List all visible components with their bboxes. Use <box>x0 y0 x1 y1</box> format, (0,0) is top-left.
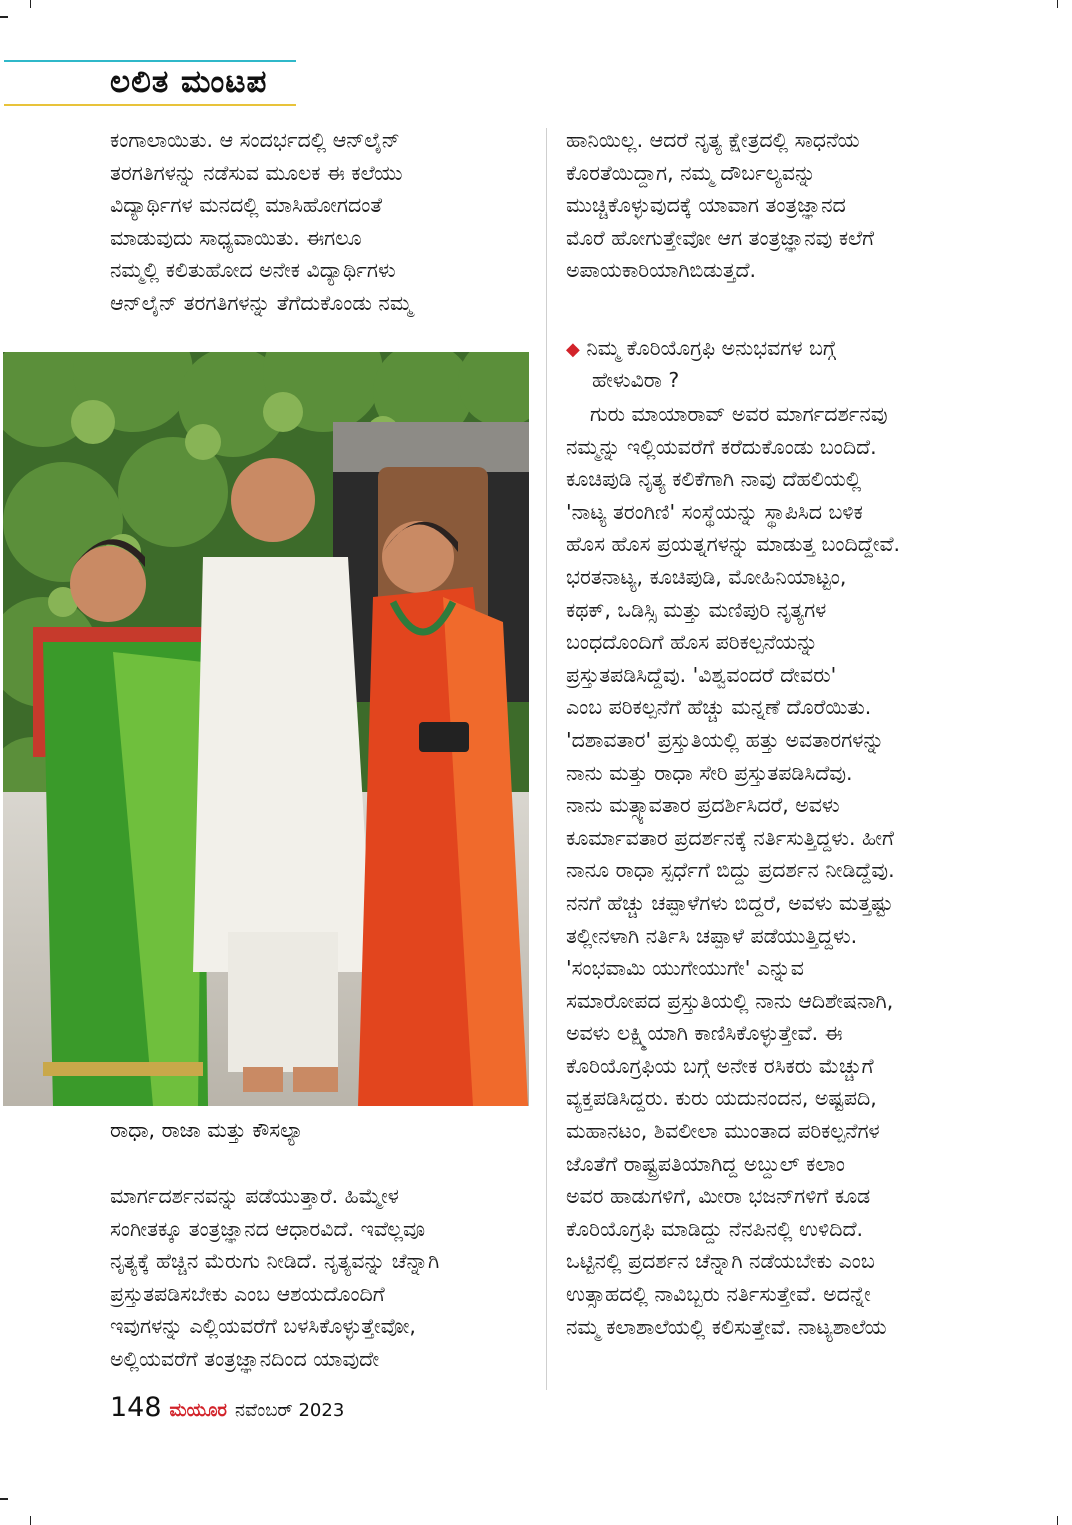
text-line: ಮಾರ್ಗದರ್ಶನವನ್ನು ಪಡೆಯುತ್ತಾರೆ. ಹಿಮ್ಮೇಳ <box>110 1184 399 1208</box>
column-divider <box>546 128 547 1390</box>
text-line: ಮೊರೆ ಹೋಗುತ್ತೇವೋ ಆಗ ತಂತ್ರಜ್ಞಾನವು ಕಲೆಗೆ <box>566 225 875 250</box>
text-line: ವಿದ್ಯಾರ್ಥಿಗಳ ಮನದಲ್ಲಿ ಮಾಸಿಹೋಗದಂತೆ <box>110 193 383 218</box>
text-line: ನೃತ್ಯಕ್ಕೆ ಹೆಚ್ಚಿನ ಮೆರುಗು ನೀಡಿದೆ. ನೃತ್ಯವನ್ನು ಚೆನ್ನಾಗಿ <box>110 1249 440 1274</box>
diamond-bullet-icon: ◆ <box>566 339 580 360</box>
text-line: ಅಲ್ಲಿಯವರೆಗೆ ತಂತ್ರಜ್ಞಾನದಿಂದ ಯಾವುದೇ <box>110 1346 380 1371</box>
text-line: ಸಮಾರೋಪದ ಪ್ರಸ್ತುತಿಯಲ್ಲಿ ನಾನು ಆದಿಶೇಷನಾಗಿ, <box>566 988 894 1013</box>
text-line: ಕೂರ್ಮಾವತಾರ ಪ್ರದರ್ಶನಕ್ಕೆ ನರ್ತಿಸುತ್ತಿದ್ದಳು. ಹೀಗೆ <box>566 825 894 850</box>
left-column-bottom <box>110 1180 528 1376</box>
crop-mark <box>1057 0 1058 8</box>
text-line: ಒಟ್ಟಿನಲ್ಲಿ ಪ್ರದರ್ಶನ ಚೆನ್ನಾಗಿ ನಡೆಯಬೇಕು ಎಂಬ <box>566 1249 875 1274</box>
text-line: ಮುಚ್ಚಿಕೊಳ್ಳುವುದಕ್ಕೆ ಯಾವಾಗ ತಂತ್ರಜ್ಞಾನದ <box>566 193 846 218</box>
text-line: ನಾನೂ ರಾಧಾ ಸ್ಪರ್ಧೆಗೆ ಬಿದ್ದು ಪ್ರದರ್ಶನ ನೀಡಿದ್ದೆವು. <box>566 858 895 883</box>
header-rule-bottom <box>4 104 296 106</box>
crop-mark <box>0 16 8 18</box>
text-line: 'ದಶಾವತಾರ' ಪ್ರಸ್ತುತಿಯಲ್ಲಿ ಹತ್ತು ಅವತಾರಗಳನ್ನು <box>566 727 885 752</box>
text-line: ಮಹಾನಟಂ, ಶಿವಲೀಲಾ ಮುಂತಾದ ಪರಿಕಲ್ಪನೆಗಳ <box>566 1119 880 1144</box>
text-line: ಇವುಗಳನ್ನು ಎಲ್ಲಿಯವರೆಗೆ ಬಳಸಿಕೊಳ್ಳುತ್ತೇವೋ, <box>110 1314 416 1339</box>
photo-illustration <box>3 352 529 1106</box>
text-line: ಗುರು ಮಾಯಾರಾವ್ ಅವರ ಮಾರ್ಗದರ್ಶನವು <box>590 402 888 426</box>
text-line: ಕೂಚಿಪುಡಿ ನೃತ್ಯ ಕಲಿಕೆಗಾಗಿ ನಾವು ದೆಹಲಿಯಲ್ಲಿ <box>566 467 862 492</box>
photo <box>3 352 529 1106</box>
magazine-logo: ಮಯೂರ <box>169 1400 227 1421</box>
text-line: ಬಂಧದೊಂದಿಗೆ ಹೊಸ ಪರಿಕಲ್ಪನೆಯನ್ನು <box>566 630 818 655</box>
text-line: ಕಥಕ್, ಒಡಿಸ್ಸಿ ಮತ್ತು ಮಣಿಪುರಿ ನೃತ್ಯಗಳ <box>566 597 827 622</box>
text-line: ನಾನು ಮತ್ತು ರಾಧಾ ಸೇರಿ ಪ್ರಸ್ತುತಪಡಿಸಿದೆವು. <box>566 760 853 785</box>
crop-mark <box>1057 1516 1058 1525</box>
text-line: ಸಂಗೀತಕ್ಕೂ ತಂತ್ರಜ್ಞಾನದ ಆಧಾರವಿದೆ. ಇವೆಲ್ಲವೂ <box>110 1216 426 1241</box>
question-text: ನಿಮ್ಮ ಕೊರಿಯೊಗ್ರಫಿ ಅನುಭವಗಳ ಬಗ್ಗೆ <box>586 336 836 360</box>
section-title: ಲಲಿತ ಮಂಟಪ <box>110 64 268 100</box>
text-line: ಪ್ರಸ್ತುತಪಡಿಸಬೇಕು ಎಂಬ ಆಶಯದೊಂದಿಗೆ <box>110 1281 385 1306</box>
text-line: ನನಗೆ ಹೆಚ್ಚು ಚಪ್ಪಾಳೆಗಳು ಬಿದ್ದರೆ, ಅವಳು ಮತ್ತಷ್ಟು <box>566 890 893 915</box>
page-footer <box>110 1392 344 1428</box>
question-line-1 <box>566 332 836 367</box>
text-line: ಕೊರಿಯೊಗ್ರಫಿ ಮಾಡಿದ್ದು ನೆನಪಿನಲ್ಲಿ ಉಳಿದಿದೆ. <box>566 1216 864 1241</box>
text-line: ಉತ್ಸಾಹದಲ್ಲಿ ನಾವಿಬ್ಬರು ನರ್ತಿಸುತ್ತೇವೆ. ಅದನ್ನೇ <box>566 1282 871 1307</box>
text-line: ಕೊರತೆಯಿದ್ದಾಗ, ನಮ್ಮ ದೌರ್ಬಲ್ಯವನ್ನು <box>566 160 816 185</box>
crop-mark <box>30 0 31 8</box>
question-line-2: ಹೇಳುವಿರಾ ? <box>592 368 680 392</box>
text-line: ಅಪಾಯಕಾರಿಯಾಗಿಬಿಡುತ್ತದೆ. <box>566 258 757 283</box>
text-line: ಜೊತೆಗೆ ರಾಷ್ಟ್ರಪತಿಯಾಗಿದ್ದ ಅಬ್ದುಲ್ ಕಲಾಂ <box>566 1151 845 1176</box>
text-line: ನಮ್ಮ ಕಲಾಶಾಲೆಯಲ್ಲಿ ಕಲಿಸುತ್ತೇವೆ. ನಾಟ್ಯಶಾಲೆಯ <box>566 1314 887 1339</box>
text-line: ಅವರ ಹಾಡುಗಳಿಗೆ, ಮೀರಾ ಭಜನ್‌ಗಳಿಗೆ ಕೂಡ <box>566 1184 871 1209</box>
right-column-top <box>566 124 986 287</box>
text-line: ಹೊಸ ಹೊಸ ಪ್ರಯತ್ನಗಳನ್ನು ಮಾಡುತ್ತ ಬಂದಿದ್ದೇವೆ. <box>566 532 901 557</box>
page-number: 148 <box>110 1392 162 1423</box>
text-line: ಪ್ರಸ್ತುತಪಡಿಸಿದ್ದೆವು. 'ವಿಶ್ವವಂದರೆ ದೇವರು' <box>566 662 837 687</box>
text-line: ಅವಳು ಲಕ್ಷ್ಮಿಯಾಗಿ ಕಾಣಿಸಿಕೊಳ್ಳುತ್ತೇವೆ. ಈ <box>566 1021 843 1046</box>
text-line: ಹಾನಿಯಿಲ್ಲ. ಆದರೆ ನೃತ್ಯ ಕ್ಷೇತ್ರದಲ್ಲಿ ಸಾಧನೆಯ <box>566 128 860 152</box>
text-line: ಮಾಡುವುದು ಸಾಧ್ಯವಾಯಿತು. ಈಗಲೂ <box>110 225 362 250</box>
text-line: ನಮ್ಮಲ್ಲಿ ಕಲಿತುಹೋದ ಅನೇಕ ವಿದ್ಯಾರ್ಥಿಗಳು <box>110 258 396 283</box>
text-line: ತರಗತಿಗಳನ್ನು ನಡೆಸುವ ಮೂಲಕ ಈ ಕಲೆಯು <box>110 160 403 185</box>
text-line: 'ನಾಟ್ಯ ತರಂಗಿಣಿ' ಸಂಸ್ಥೆಯನ್ನು ಸ್ಥಾಪಿಸಿದ ಬಳಿಕ <box>566 499 863 524</box>
text-line: ನಮ್ಮನ್ನು ಇಲ್ಲಿಯವರೆಗೆ ಕರೆದುಕೊಂಡು ಬಂದಿದೆ. <box>566 434 877 459</box>
crop-mark <box>0 1498 8 1500</box>
text-line: ತಲ್ಲೀನಳಾಗಿ ನರ್ತಿಸಿ ಚಪ್ಪಾಳೆ ಪಡೆಯುತ್ತಿದ್ದಳು. <box>566 923 858 948</box>
text-line: ಕೊರಿಯೊಗ್ರಫಿಯ ಬಗ್ಗೆ ಅನೇಕ ರಸಿಕರು ಮೆಚ್ಚುಗೆ <box>566 1053 874 1078</box>
text-line: ಭರತನಾಟ್ಯ, ಕೂಚಿಪುಡಿ, ಮೋಹಿನಿಯಾಟ್ಟಂ, <box>566 564 847 589</box>
answer-text <box>566 398 986 1343</box>
text-line: ಆನ್‌ಲೈನ್ ತರಗತಿಗಳನ್ನು ತೆಗೆದುಕೊಂಡು ನಮ್ಮ <box>110 290 413 315</box>
header-rule-top <box>4 60 296 62</box>
text-line: ಎಂಬ ಪರಿಕಲ್ಪನೆಗೆ ಹೆಚ್ಚು ಮನ್ನಣೆ ದೊರೆಯಿತು. <box>566 695 872 720</box>
left-column-top <box>110 124 528 320</box>
issue-date: ನವೆಂಬರ್ 2023 <box>234 1400 345 1421</box>
text-line: ವ್ಯಕ್ತಪಡಿಸಿದ್ದರು. ಕುರು ಯದುನಂದನ, ಅಷ್ಟಪದಿ, <box>566 1086 877 1111</box>
text-line: 'ಸಂಭವಾಮಿ ಯುಗೇಯುಗೇ' ಎನ್ನುವ <box>566 956 804 981</box>
text-line: ಕಂಗಾಲಾಯಿತು. ಆ ಸಂದರ್ಭದಲ್ಲಿ ಆನ್‌ಲೈನ್ <box>110 128 400 152</box>
text-line: ನಾನು ಮತ್ಸ್ಯಾವತಾರ ಪ್ರದರ್ಶಿಸಿದರೆ, ಅವಳು <box>566 793 840 818</box>
crop-mark <box>30 1516 31 1525</box>
photo-caption: ರಾಧಾ, ರಾಜಾ ಮತ್ತು ಕೌಸಲ್ಯಾ <box>110 1118 304 1142</box>
